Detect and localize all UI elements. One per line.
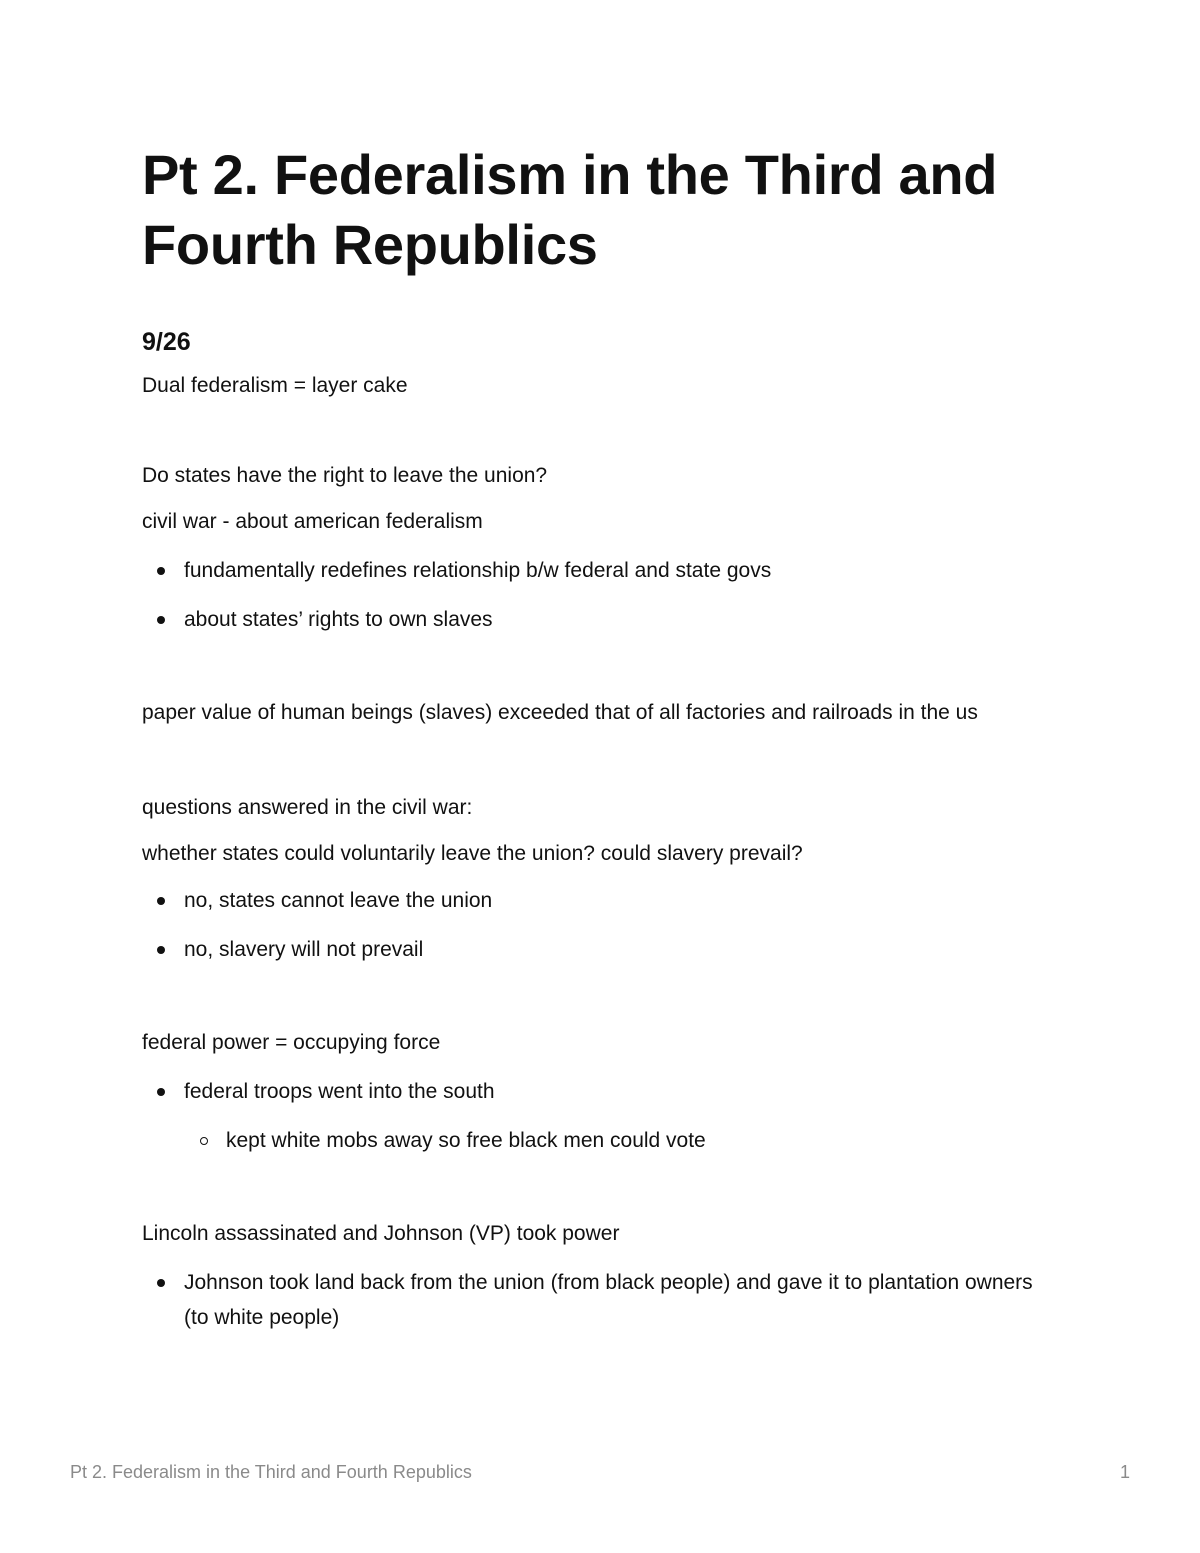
- questions-answered-line: questions answered in the civil war:: [142, 796, 473, 819]
- answers-bullets: [142, 883, 1062, 967]
- spacer: [142, 730, 1062, 790]
- page-footer: [70, 1462, 1130, 1483]
- page-content: [142, 140, 1062, 1349]
- whether-line: whether states could voluntarily leave the union? could slavery prevail?: [142, 842, 803, 865]
- troops-text: federal troops went into the south: [184, 1080, 495, 1103]
- leave-union-question: Do states have the right to leave the union?: [142, 464, 548, 487]
- spacer: [142, 403, 1062, 458]
- list-item: no, slavery will not prevail: [142, 932, 1062, 967]
- paper-value-paragraph: paper value of human beings (slaves) exceeded that of all factories and railroads in the us: [142, 701, 978, 724]
- civil-war-line: civil war - about american federalism: [142, 510, 483, 533]
- date-heading: 9/26: [142, 328, 191, 356]
- spacer: [142, 981, 1062, 1025]
- federal-power-bullets: [142, 1074, 1062, 1158]
- list-item: fundamentally redefines relationship b/w federal and state govs: [142, 553, 1062, 588]
- list-item: [142, 1074, 1062, 1158]
- civil-war-bullets: [142, 553, 1062, 637]
- lincoln-line: Lincoln assassinated and Johnson (VP) took power: [142, 1222, 620, 1245]
- troops-sub-bullets: [184, 1123, 1062, 1158]
- list-item: no, states cannot leave the union: [142, 883, 1062, 918]
- list-item: about states’ rights to own slaves: [142, 602, 1062, 637]
- johnson-bullets: [142, 1265, 1062, 1335]
- federal-power-line: federal power = occupying force: [142, 1031, 441, 1054]
- page-number: 1: [1119, 1462, 1130, 1482]
- page-title: Pt 2. Federalism in the Third and Fourth Republics: [142, 143, 998, 276]
- dual-federalism-line: Dual federalism = layer cake: [142, 374, 408, 397]
- list-item: kept white mobs away so free black men could vote: [184, 1123, 1062, 1158]
- spacer: [142, 651, 1062, 695]
- list-item: Johnson took land back from the union (from black people) and gave it to plantation owners (to white people): [142, 1265, 1062, 1335]
- footer-title: Pt 2. Federalism in the Third and Fourth Republics: [70, 1462, 472, 1482]
- spacer: [142, 1172, 1062, 1216]
